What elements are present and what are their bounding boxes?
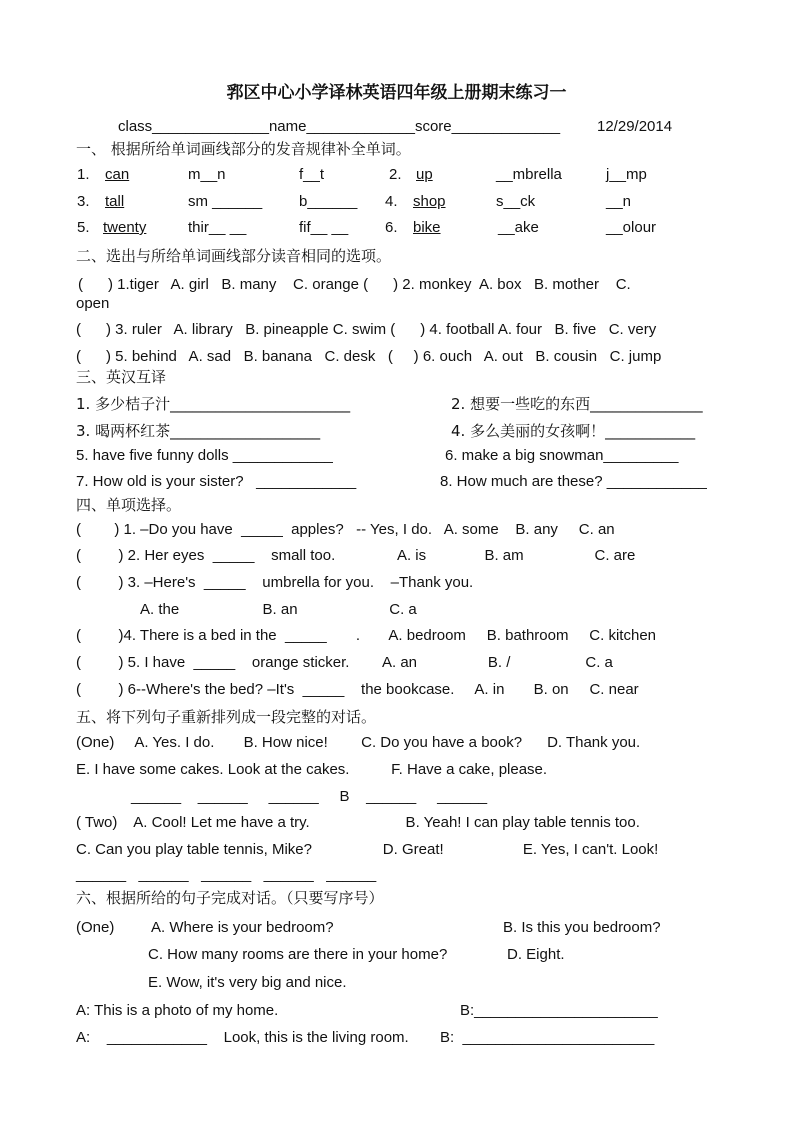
complete-dialog-option-b: B. Is this you bedroom? — [503, 919, 661, 936]
translate-q3: 3. 喝两杯红茶____________________ — [76, 422, 321, 440]
dialog-two-answer-blanks: ______ ______ ______ ______ ______ — [76, 866, 377, 883]
dialog-line-b1: B:______________________ — [460, 1002, 658, 1019]
choice-q4: ( )4. There is a bed in the _____ . A. bedroom B. bathroom C. kitchen — [76, 627, 657, 644]
dialog-one-options-1: (One) A. Yes. I do. B. How nice! C. Do you have a book? D. Thank you. — [76, 734, 641, 751]
section-1-heading: 一、 根据所给单词画线部分的发音规律补全单词。 — [76, 140, 411, 158]
choice-q1: ( ) 1. –Do you have _____ apples? -- Yes, I do. A. some B. any C. an — [76, 521, 615, 538]
choice-q2: ( ) 2. Her eyes _____ small too. A. is B. am C. are — [76, 547, 636, 564]
choice-q3: ( ) 3. –Here's _____ umbrella for you. –Thank you. — [76, 574, 474, 591]
translate-q7: 7. How old is your sister? ____________ — [76, 473, 357, 490]
section-2-line-1: ( ) 1.tiger A. girl B. many C. orange ( ) 2. monkey A. box B. mother C. — [78, 276, 631, 293]
complete-dialog-option-c: C. How many rooms are there in your home? — [148, 946, 448, 963]
dialog-line-b2: B: _______________________ — [440, 1029, 655, 1046]
section-2-heading: 二、选出与所给单词画线部分读音相同的选项。 — [76, 247, 392, 265]
dialog-one-answer-blanks: ______ ______ ______ B ______ ______ — [131, 788, 488, 805]
complete-dialog-option-e: E. Wow, it's very big and nice. — [148, 974, 347, 991]
section-4-heading: 四、单项选择。 — [76, 496, 182, 514]
choice-q6: ( ) 6--Where's the bed? –It's _____ the bookcase. A. in B. on C. near — [76, 681, 639, 698]
section-2-line-3: ( ) 5. behind A. sad B. banana C. desk ( ) 6. ouch A. out B. cousin C. jump — [76, 348, 662, 365]
dialog-line-a2: A: ____________ Look, this is the living room. — [76, 1029, 409, 1046]
section-2-line-2: ( ) 3. ruler A. library B. pineapple C. swim ( ) 4. football A. four B. five C. very — [76, 321, 657, 338]
header-date: 12/29/2014 — [597, 118, 673, 135]
translate-q1: 1. 多少桔子汁________________________ — [76, 395, 351, 413]
section-6-heading: 六、根据所给的句子完成对话。（只要写序号） — [76, 889, 384, 907]
dialog-two-options-1: ( Two) A. Cool! Let me have a try. B. Yeah! I can play table tennis too. — [76, 814, 640, 831]
section-3-heading: 三、英汉互译 — [76, 368, 167, 386]
dialog-two-options-2: C. Can you play table tennis, Mike? D. Great! E. Yes, I can't. Look! — [76, 841, 659, 858]
dialog-one-options-2: E. I have some cakes. Look at the cakes. F. Have a cake, please. — [76, 761, 548, 778]
translate-q8: 8. How much are these? ____________ — [440, 473, 707, 490]
complete-dialog-option-d: D. Eight. — [507, 946, 565, 963]
section-5-heading: 五、将下列句子重新排列成一段完整的对话。 — [76, 708, 377, 726]
worksheet-title: 郛区中心小学译林英语四年级上册期末练习一 — [226, 83, 567, 103]
choice-q5: ( ) 5. I have _____ orange sticker. A. an B. / C. a — [76, 654, 613, 671]
complete-dialog-option-a: (One) A. Where is your bedroom? — [76, 919, 334, 936]
translate-q2: 2. 想要一些吃的东西_______________ — [451, 395, 703, 413]
header-fields: class______________name_____________score_____________ — [118, 118, 561, 135]
translate-q6: 6. make a big snowman_________ — [445, 447, 679, 464]
choice-q3-options: A. the B. an C. a — [140, 601, 417, 618]
dialog-line-a1: A: This is a photo of my home. — [76, 1002, 279, 1019]
section-2-line-1b: open — [76, 295, 110, 312]
translate-q4: 4. 多么美丽的女孩啊！____________ — [451, 422, 696, 440]
translate-q5: 5. have five funny dolls ____________ — [76, 447, 333, 464]
